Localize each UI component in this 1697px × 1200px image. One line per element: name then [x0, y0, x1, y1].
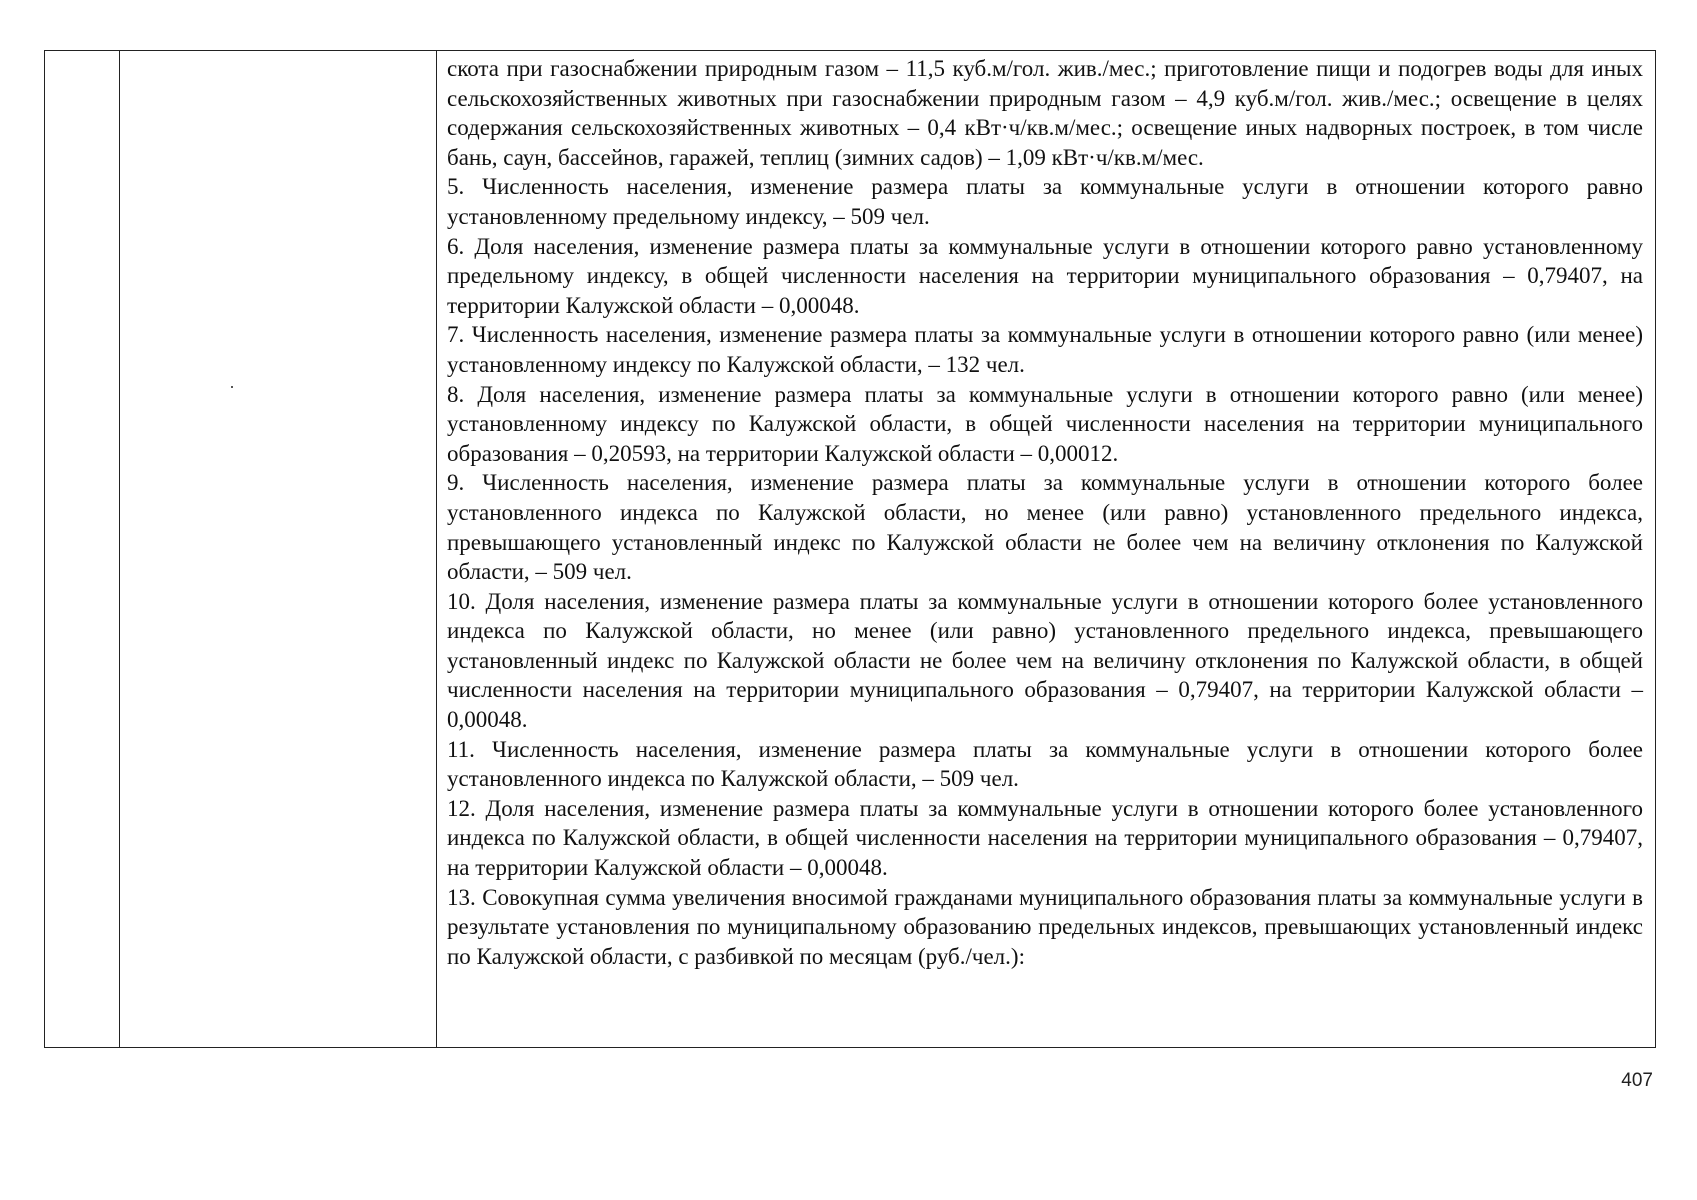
paragraph-continuation: скота при газоснабжении природным газом – 11,5 куб.м/гол. жив./мес.; приготовление пищи и подогрев воды для иных сельскохозяйственных животных при газоснабжении природным газом – 4,9 куб.м/гол. жив./мес.; освещение в целях содержания сельскохозяйственных животных – 0,4 кВт·ч/кв.м/мес.; освещение иных надворных построек, в том числе бань, саун, бассейнов, гаражей, теплиц (зимних садов) – 1,09 кВт·ч/кв.м/мес. [447, 56, 1643, 170]
paragraph-item-9: 9. Численность населения, изменение размера платы за коммунальные услуги в отношении которого более установленного индекса по Калужской области, но менее (или равно) установленного предельного индекса, превышающего установленный индекс по Калужской области не более чем на величину отклонения по Калужской области, – 509 чел. [447, 470, 1643, 585]
paragraph-item-11: 11. Численность населения, изменение размера платы за коммунальные услуги в отношении которого более установленного индекса по Калужской области, – 509 чел. [447, 736, 1643, 792]
paragraph-item-7: 7. Численность населения, изменение размера платы за коммунальные услуги в отношении которого равно (или менее) установленному индексу по Калужской области, – 132 чел. [447, 322, 1643, 377]
table-column-divider-1 [119, 51, 120, 1047]
document-table [44, 50, 1656, 1048]
table-text-cell [447, 54, 1643, 971]
paragraph-item-6: 6. Доля населения, изменение размера платы за коммунальные услуги в отношении которого равно установленному предельному индексу, в общей численности населения на территории муниципального образования – 0,79407, на территории Калужской области – 0,00048. [447, 233, 1643, 318]
paragraph-item-8: 8. Доля населения, изменение размера платы за коммунальные услуги в отношении которого равно (или менее) установленному индексу по Калужской области, в общей численности населения на территории муниципального образования – 0,20593, на территории Калужской области – 0,00012. [447, 381, 1643, 466]
paragraph-item-13: 13. Совокупная сумма увеличения вносимой гражданами муниципального образования платы за коммунальные услуги в результате установления по муниципальному образованию предельных индексов, превышающих установленный индекс по Калужской области, с разбивкой по месяцам (руб./чел.): [447, 884, 1643, 969]
paragraph-item-5: 5. Численность населения, изменение размера платы за коммунальные услуги в отношении которого равно установленному предельному индексу, – 509 чел. [447, 174, 1643, 229]
scan-speck [231, 386, 233, 388]
page-number: 407 [1621, 1070, 1653, 1091]
table-column-divider-2 [436, 51, 437, 1047]
paragraph-item-12: 12. Доля населения, изменение размера платы за коммунальные услуги в отношении которого более установленного индекса по Калужской области, в общей численности населения на территории муниципального образования – 0,79407, на территории Калужской области – 0,00048. [447, 795, 1643, 881]
paragraph-item-10: 10. Доля населения, изменение размера платы за коммунальные услуги в отношении которого более установленного индекса по Калужской области, но менее (или равно) установленного предельного индекса, превышающего установленный индекс по Калужской области не более чем на величину отклонения по Калужской области, в общей численности населения на территории муниципального образования – 0,79407, на территории Калужской области – 0,00048. [447, 588, 1643, 733]
